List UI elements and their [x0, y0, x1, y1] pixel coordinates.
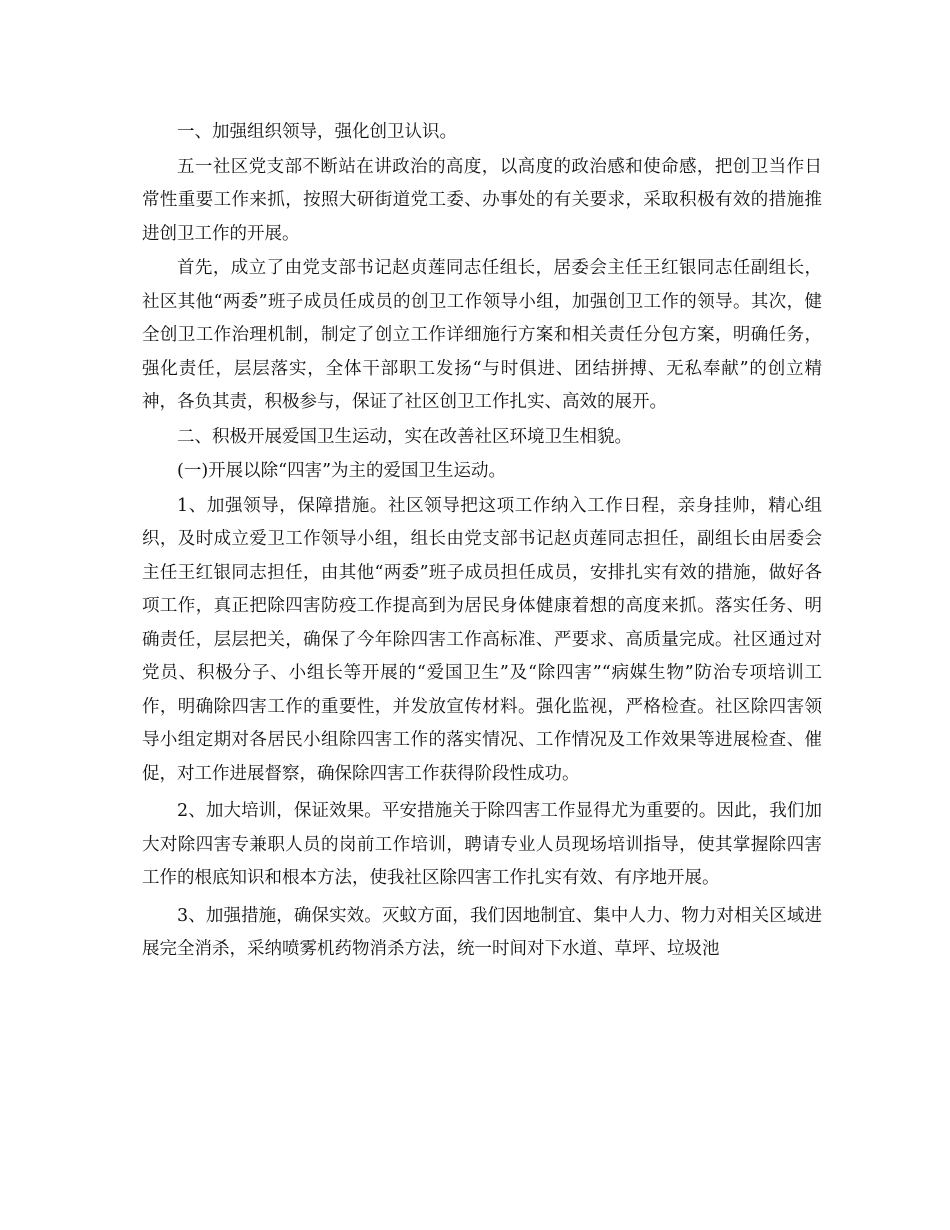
document-body: [142, 116, 822, 968]
heading-section-1: 一、加强组织领导，强化创卫认识。: [177, 122, 457, 142]
paragraph-intro: 五一社区党支部不断站在讲政治的高度，以高度的政治感和使命感，把创卫当作日常性重要工作来抓，按照大研街道党工委、办事处的有关要求，采取积极有效的措施推进创卫工作的开展。: [142, 156, 822, 244]
paragraph-leadership-group: 首先，成立了由党支部书记赵贞莲同志任组长，居委会主任王红银同志任副组长，社区其他“两委”班子成员任成员的创卫工作领导小组，加强创卫工作的领导。其次，健全创卫工作治理机制，制定了创立工作详细施行方案和相关责任分包方案，明确任务，强化责任，层层落实，全体干部职工发扬“与时俱进、团结拼搏、无私奉献”的创立精神，各负其责，积极参与，保证了社区创卫工作扎实、高效的展开。: [142, 258, 822, 412]
heading-subsection-1: (一)开展以除“四害”为主的爱国卫生运动。: [177, 461, 507, 481]
paragraph-item-1: 1、加强领导，保障措施。社区领导把这项工作纳入工作日程，亲身挂帅，精心组织，及时成立爱卫工作领导小组，组长由党支部书记赵贞莲同志担任，副组长由居委会主任王红银同志担任，由其他“两委”班子成员担任成员，安排扎实有效的措施，做好各项工作，真正把除四害防疫工作提高到为居民身体健康着想的高度来抓。落实任务、明确责任，层层把关，确保了今年除四害工作高标准、严要求、高质量完成。社区通过对党员、积极分子、小组长等开展的“爱国卫生”及“除四害”“病媒生物”防治专项培训工作，明确除四害工作的重要性，并发放宣传材料。强化监视，严格检查。社区除四害领导小组定期对各居民小组除四害工作的落实情况、工作情况及工作效果等进展检查、催促，对工作进展督察，确保除四害工作获得阶段性成功。: [142, 495, 822, 784]
heading-section-2: 二、积极开展爱国卫生运动，实在改善社区环境卫生相貌。: [177, 426, 632, 447]
paragraph-item-2: 2、加大培训，保证效果。平安措施关于除四害工作显得尤为重要的。因此，我们加大对除四害专兼职人员的岗前工作培训，聘请专业人员现场培训指导，使其掌握除四害工作的根底知识和根本方法，使我社区除四害工作扎实有效、有序地开展。: [142, 801, 822, 888]
paragraph-item-3: 3、加强措施，确保实效。灭蚊方面，我们因地制宜、集中人力、物力对相关区域进展完全消杀，采纳喷雾机药物消杀方法，统一时间对下水道、草坪、垃圾池: [142, 905, 822, 959]
